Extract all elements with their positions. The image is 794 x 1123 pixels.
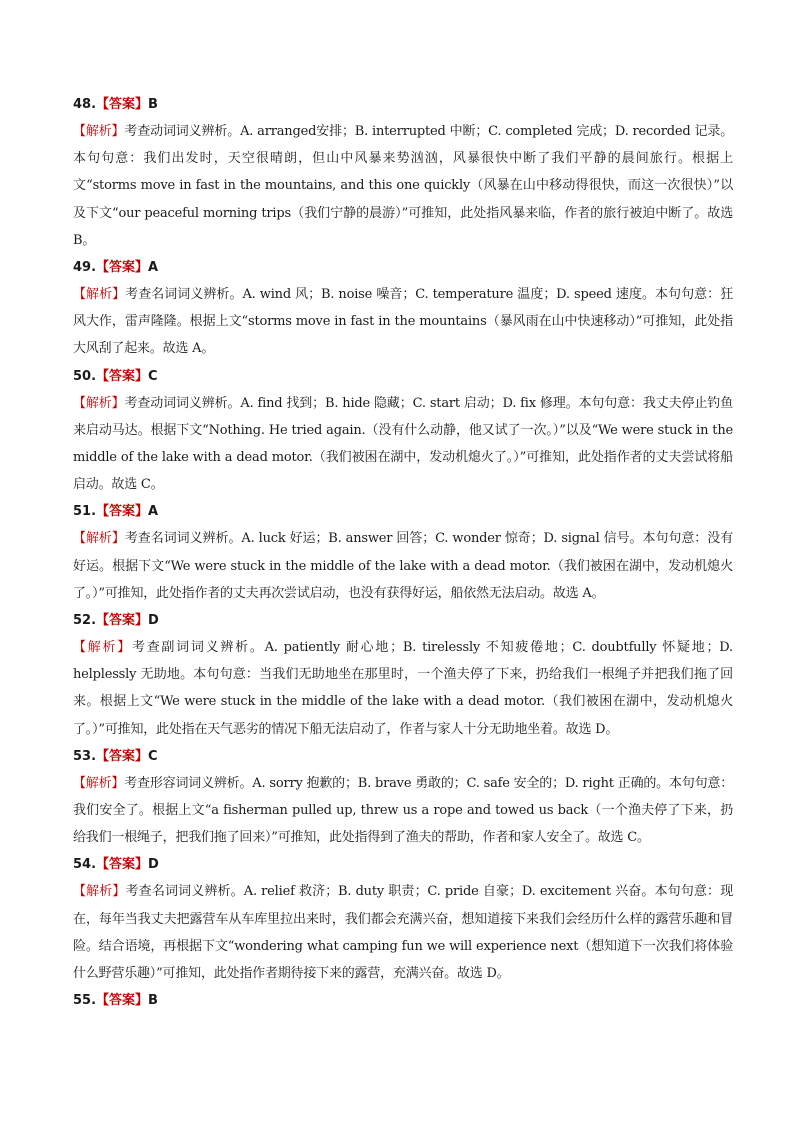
question-number: 48. [73,97,97,112]
answer-tag: 【答案】 [96,260,149,276]
answer-tag: 【答案】 [96,857,149,873]
analysis-paragraph [73,390,733,499]
analysis-tag: 【解析】 [73,884,126,900]
analysis-text: 考查名词词义辨析。A. wind 风；B. noise 噪音；C. temperature 温度；D. speed 速度。本句句意：狂风大作，雷声隆隆。根据上文“storms move in fast in the mountains（暴风雨在山中快速移动）”可推知，此处指大风刮了起来。故选 A。 [73,287,733,357]
analysis-paragraph [73,118,733,254]
analysis-paragraph [73,634,733,743]
answer-tag: 【答案】 [96,613,149,629]
answer-tag: 【答案】 [96,97,149,112]
answer-letter: C [148,748,158,764]
analysis-text: 考查名词词义辨析。A. luck 好运；B. answer 回答；C. wonder 惊奇；D. signal 信号。本句句意：没有好运。根据下文“We were stuck in the middle of the lake with a dead motor.（我们被困在湖中，发动机熄火了。）”可推知，此处指作者的丈夫再次尝试启动，也没有获得好运，船依然无法启动。故选 A。 [73,531,734,601]
answer-letter: A [148,504,159,520]
question-number: 53. [73,748,97,764]
answer-line [73,254,733,281]
analysis-text: 考查形容词词义辨析。A. sorry 抱歉的；B. brave 勇敢的；C. safe 安全的；D. right 正确的。本句句意：我们安全了。根据上文“a fisherman pulled up, threw us a rope and towed us back（一个渔夫停了下来，扔给我们一根绳子，把我们拖了回来）”可推知，此处指得到了渔夫的帮助，作者和家人安全了。故选 C。 [73,775,734,846]
analysis-paragraph [73,770,733,852]
question-51 [73,498,733,607]
answer-line [73,743,733,770]
answer-letter: D [148,857,159,873]
question-49 [73,254,733,363]
analysis-paragraph [73,281,733,363]
answer-line [73,498,733,525]
analysis-text: 考查名词词义辨析。A. relief 救济；B. duty 职责；C. pride 自豪；D. excitement 兴奋。本句句意：现在，每年当我丈夫把露营车从车库里拉出来时，我们都会充满兴奋，想知道接下来我们会经历什么样的露营乐趣和冒险。结合语境，再根据下文“wondering what camping fun we will experience next（想知道下一次我们将体验什么野营乐趣）”可推知，此处指作者期待接下来的露营，充满兴奋。故选 D。 [73,884,733,982]
answer-letter: A [148,260,159,276]
question-number: 49. [73,260,97,276]
answer-line [73,607,733,634]
question-48 [73,91,733,254]
question-55 [73,987,733,1014]
analysis-tag: 【解析】 [73,640,132,656]
question-54 [73,851,733,987]
answer-tag: 【答案】 [96,993,149,1009]
answer-letter: C [148,368,158,384]
answer-letter: B [148,993,158,1009]
question-50 [73,363,733,499]
analysis-tag: 【解析】 [73,124,125,139]
document-page [73,91,733,1014]
analysis-paragraph [73,525,733,607]
question-number: 50. [73,368,97,384]
answer-tag: 【答案】 [96,748,149,764]
answer-letter: B [148,97,158,112]
analysis-tag: 【解析】 [73,287,126,303]
answer-letter: D [148,613,159,629]
question-number: 55. [73,993,97,1009]
question-number: 54. [73,857,97,873]
analysis-paragraph [73,878,733,987]
analysis-tag: 【解析】 [73,395,125,411]
question-number: 51. [73,504,97,520]
answer-line [73,851,733,878]
analysis-text: 考查动词词义辨析。A. arranged安排；B. interrupted 中断；C. completed 完成；D. recorded 记录。本句句意：我们出发时，天空很晴朗，但山中风暴来势汹汹，风暴很快中断了我们平静的晨间旅行。根据上文“storms move in fast in the mountains, and this one quickly（风暴在山中移动得很快，而这一次很快）”以及下文“our peaceful morning trips（我们宁静的晨游）”可推知，此处指风暴来临，作者的旅行被迫中断了。故选 B。 [73,124,733,248]
answer-tag: 【答案】 [96,368,149,384]
answer-line [73,363,733,390]
answer-tag: 【答案】 [96,504,149,520]
analysis-tag: 【解析】 [73,775,125,791]
question-53 [73,743,733,852]
analysis-text: 考查动词词义辨析。A. find 找到；B. hide 隐藏；C. start 启动；D. fix 修理。本句句意：我丈夫停止钓鱼来启动马达。根据下文“Nothing. He tried again.（没有什么动静，他又试了一次。）”以及“We were stuck in the middle of the lake with a dead motor.（我们被困在湖中，发动机熄火了。）”可推知，此处指作者的丈夫尝试将船启动。故选 C。 [73,395,733,493]
answer-line [73,987,733,1014]
question-number: 52. [73,613,97,629]
analysis-tag: 【解析】 [73,531,125,547]
answer-line [73,91,733,118]
question-52 [73,607,733,743]
analysis-text: 考查副词词义辨析。A. patiently 耐心地；B. tirelessly 不知疲倦地；C. doubtfully 怀疑地；D. helplessly 无助地。本句句意：当我们无助地坐在那里时，一个渔夫停了下来，扔给我们一根绳子并把我们拖了回来。根据上文“We were stuck in the middle of the lake with a dead motor.（我们被困在湖中，发动机熄火了。）”可推知，此处指在天气恶劣的情况下船无法启动了，作者与家人十分无助地坐着。故选 D。 [73,640,733,737]
